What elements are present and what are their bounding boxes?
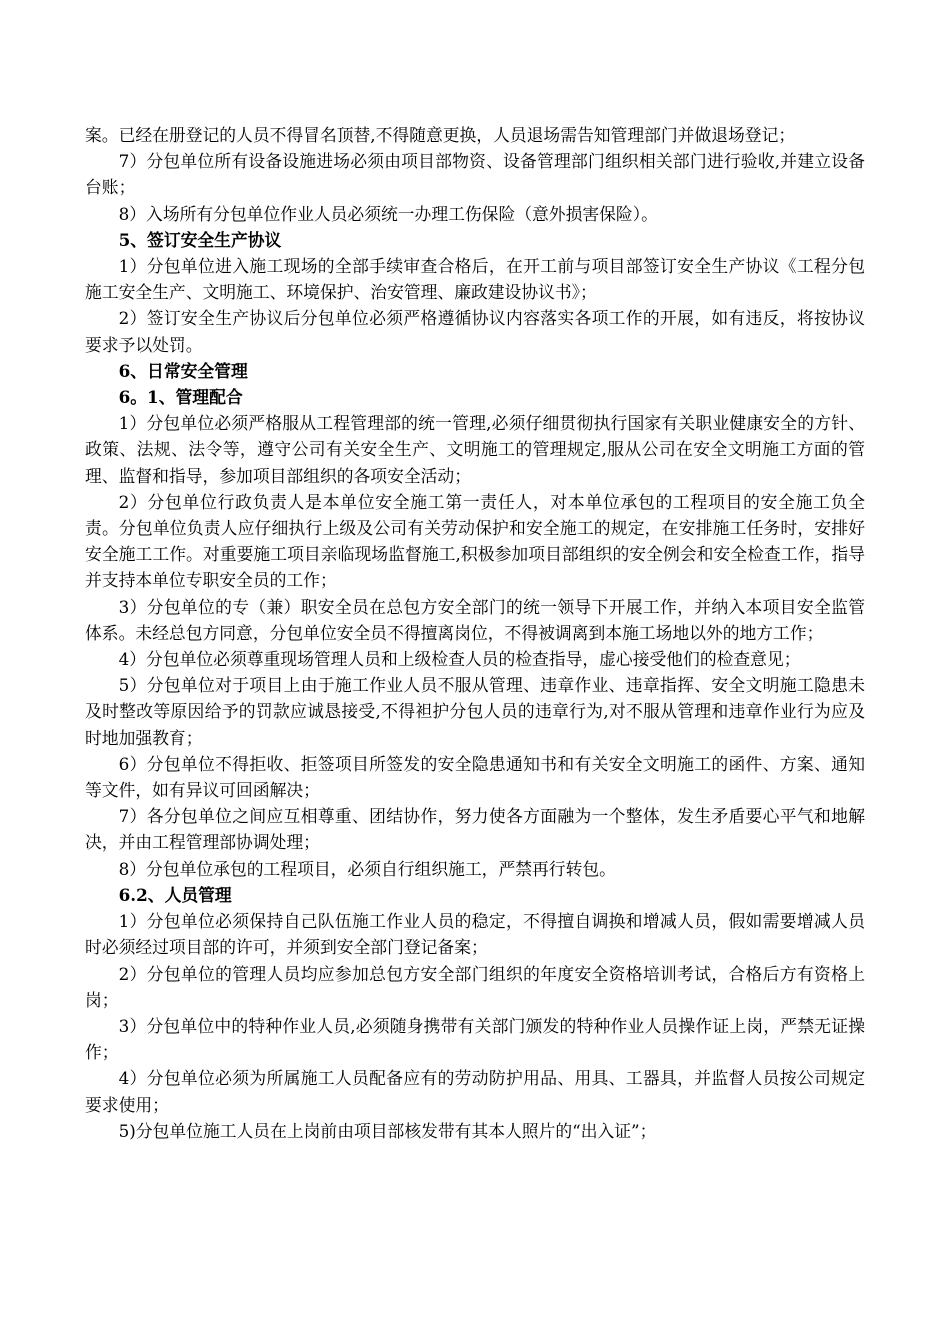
paragraph-continuation: 案。已经在册登记的人员不得冒名顶替,不得随意更换，人员退场需告知管理部门并做退场登记； <box>85 125 796 145</box>
section-heading-5: 5、签订安全生产协议 <box>118 229 282 250</box>
paragraph-6-2-4: 4）分包单位必须为所属施工人员配备应有的劳动防护用品、用具、工器具，并监督人员按公司规定要求使用； <box>85 1068 865 1115</box>
paragraph-5-2: 2）签订安全生产协议后分包单位必须严格遵循协议内容落实各项工作的开展，如有违反，将按协议要求予以处罚。 <box>85 308 865 355</box>
paragraph-6-1-6: 6）分包单位不得拒收、拒签项目所签发的安全隐患通知书和有关安全文明施工的函件、方案、通知等文件，如有异议可回函解决； <box>85 753 865 801</box>
paragraph-8-insurance: 8）入场所有分包单位作业人员必须统一办理工伤保险（意外损害保险）。 <box>118 203 658 224</box>
section-heading-6-1: 6。1、管理配合 <box>118 387 243 408</box>
paragraph-6-2-1: 1）分包单位必须保持自己队伍施工作业人员的稳定，不得擅自调换和增减人员，假如需要增减人员时必须经过项目部的许可，并须到安全部门登记备案； <box>85 911 865 958</box>
paragraph-7-equipment: 7）分包单位所有设备设施进场必须由项目部物资、设备管理部门组织相关部门进行验收,并建立设备台账； <box>85 151 865 198</box>
document-page <box>85 122 865 1144</box>
paragraph-6-2-2: 2）分包单位的管理人员均应参加总包方安全部门组织的年度安全资格培训考试，合格后方有资格上岗； <box>85 963 865 1010</box>
section-heading-6-2: 6.2、人员管理 <box>118 884 232 905</box>
paragraph-6-1-5: 5）分包单位对于项目上由于施工作业人员不服从管理、违章作业、违章指挥、安全文明施工隐患未及时整改等原因给予的罚款应诚恳接受,不得袒护分包人员的违章行为,对不服从管理和违章作业行为应及时地加强教育； <box>85 675 865 748</box>
paragraph-6-1-4: 4）分包单位必须尊重现场管理人员和上级检查人员的检查指导，虚心接受他们的检查意见； <box>118 649 801 670</box>
paragraph-6-2-3: 3）分包单位中的特种作业人员,必须随身携带有关部门颁发的特种作业人员操作证上岗，严禁无证操作； <box>85 1015 865 1063</box>
section-heading-6: 6、日常安全管理 <box>118 360 248 381</box>
paragraph-6-1-3: 3）分包单位的专（兼）职安全员在总包方安全部门的统一领导下开展工作，并纳入本项目安全监管体系。未经总包方同意，分包单位安全员不得擅离岗位，不得被调离到本施工场地以外的地方工作； <box>85 596 865 643</box>
paragraph-6-2-5: 5)分包单位施工人员在上岗前由项目部核发带有其本人照片的“出入证”； <box>118 1120 657 1141</box>
paragraph-6-1-8: 8）分包单位承包的工程项目，必须自行组织施工，严禁再行转包。 <box>118 858 616 879</box>
paragraph-6-1-2: 2）分包单位行政负责人是本单位安全施工第一责任人，对本单位承包的工程项目的安全施工负全责。分包单位负责人应仔细执行上级及公司有关劳动保护和安全施工的规定，在安排施工任务时，安排好安全施工工作。对重要施工项目亲临现场监督施工,积极参加项目部组织的安全例会和安全检查工作，指导并支持本单位专职安全员的工作； <box>85 491 865 591</box>
paragraph-6-1-1: 1）分包单位必须严格服从工程管理部的统一管理,必须仔细贯彻执行国家有关职业健康安全的方针、政策、法规、法令等，遵守公司有关安全生产、文明施工的管理规定,服从公司在安全文明施工方面的管理、监督和指导，参加项目部组织的各项安全活动； <box>85 413 865 486</box>
paragraph-5-1: 1）分包单位进入施工现场的全部手续审查合格后，在开工前与项目部签订安全生产协议《工程分包施工安全生产、文明施工、环境保护、治安管理、廉政建设协议书》； <box>85 256 865 303</box>
paragraph-6-1-7: 7）各分包单位之间应互相尊重、团结协作，努力使各方面融为一个整体，发生矛盾要心平气和地解决，并由工程管理部协调处理； <box>85 806 865 853</box>
